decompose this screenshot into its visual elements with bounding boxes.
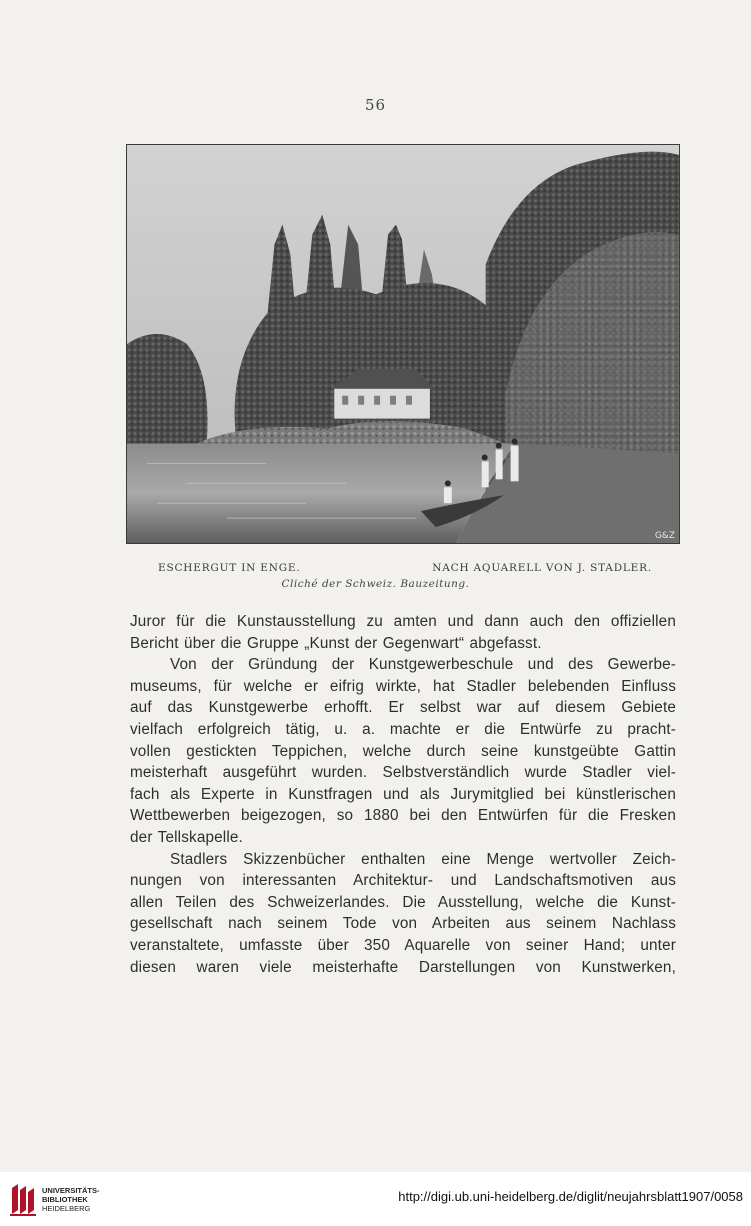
text-line: nungen von interessanten Architektur- und Landschaftsmotiven aus [130,872,676,890]
text-line: fach als Experte in Kunstfragen und als Jurymitglied bei künstlerischen [130,785,676,803]
caption-artist: NACH AQUARELL VON J. STADLER. [432,562,652,574]
text-line: auf das Kunstgewerbe erhofft. Er selbst war auf diesem Gebiete [130,699,676,717]
page-number: 56 [364,96,387,114]
text-line: Stadlers Skizzenbücher enthalten eine Menge wertvoller Zeich- [170,850,676,868]
library-name-line: UNIVERSITÄTS- [42,1186,100,1195]
text-line: allen Teilen des Schweizerlandes. Die Ausstellung, welche die Kunst- [130,893,676,911]
text-line: meisterhaft ausgeführt wurden. Selbstverständlich wurde Stadler viel- [130,764,676,782]
text-line: Bericht über die Gruppe „Kunst der Gegenwart“ abgefasst. [130,634,542,652]
text-line: vielfach erfolgreich tätig, u. a. machte er die Entwürfe zu pracht- [130,720,676,738]
body-text [130,611,676,978]
illustration-credit: Cliché der Schweiz. Bauzeitung. [281,578,470,590]
permalink-url[interactable]: http://digi.ub.uni-heidelberg.de/diglit/neujahrsblatt1907/0058 [398,1189,743,1204]
text-line: Wettbewerben beigezogen, so 1880 bei den Entwürfen für die Fresken [130,807,676,825]
viewer-footer [0,1172,751,1226]
text-line: Von der Gründung der Kunstgewerbeschule und des Gewerbe- [170,656,676,674]
landscape-illustration [126,144,680,544]
text-line: gesellschaft nach seinem Tode von Arbeiten aus seinem Nachlass [130,915,676,933]
library-name-line: BIBLIOTHEK [42,1195,88,1204]
text-line: diesen waren viele meisterhafte Darstellungen von Kunstwerken, [130,958,676,976]
text-line: museums, für welche er eifrig wirkte, hat Stadler belebenden Einfluss [130,677,676,695]
engraver-mark: G&Z [654,531,675,541]
library-name-line: HEIDELBERG [42,1204,91,1213]
university-library-logo-icon[interactable] [8,1180,38,1218]
text-line: vollen gestickten Teppichen, welche durch seine kunstgeübte Gattin [130,742,676,760]
text-line: der Tellskapelle. [130,828,243,846]
caption-title: ESCHERGUT IN ENGE. [158,562,301,574]
text-line: veranstaltete, umfasste über 350 Aquarelle von seiner Hand; unter [130,936,676,954]
library-name[interactable] [42,1186,100,1213]
text-line: Juror für die Kunstausstellung zu amten und dann auch den offiziellen [130,613,676,630]
illustration-artwork [127,145,679,543]
